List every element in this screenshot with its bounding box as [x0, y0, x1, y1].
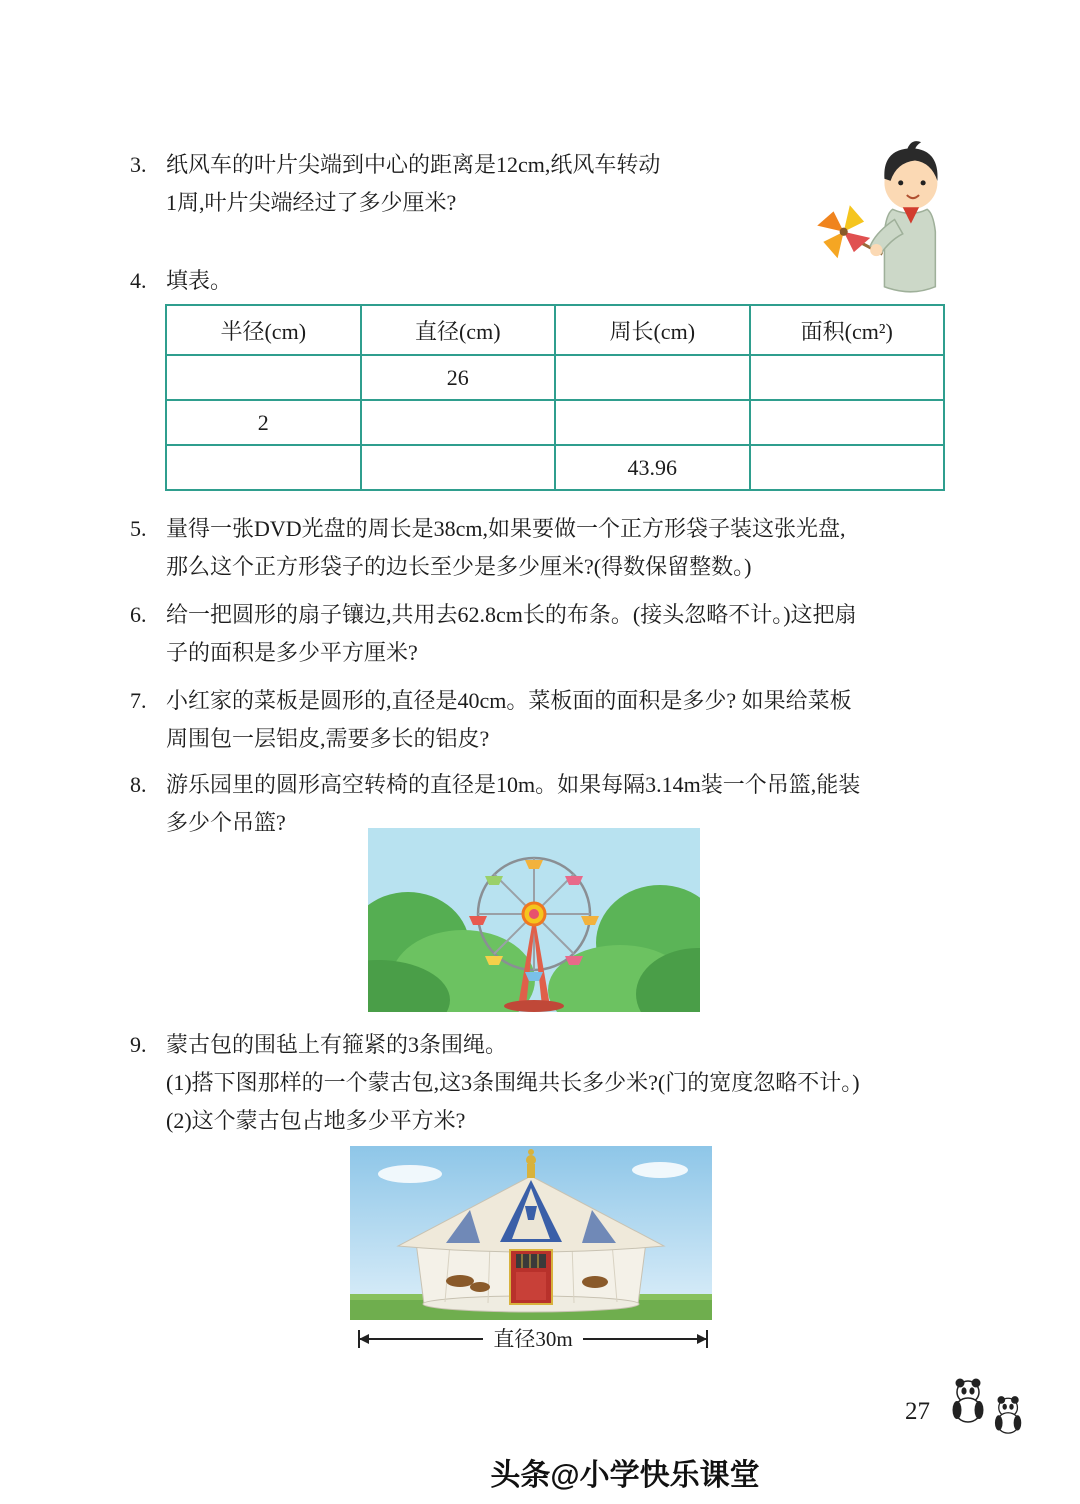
problem-9-sub1: (1)搭下图那样的一个蒙古包,这3条围绳共长多少米?(门的宽度忽略不计。)	[166, 1070, 860, 1095]
col-header-area: 面积(cm²)	[750, 305, 945, 355]
problem-5	[130, 510, 846, 586]
problem-9	[130, 1026, 860, 1140]
cell-r3-area	[750, 445, 945, 490]
problem-7	[130, 682, 852, 758]
cell-r1-diameter: 26	[361, 355, 556, 400]
cell-r2-circumference	[555, 400, 750, 445]
cell-r1-radius	[166, 355, 361, 400]
cell-r3-circumference: 43.96	[555, 445, 750, 490]
problem-8-number: 8.	[130, 772, 147, 797]
cell-r1-area	[750, 355, 945, 400]
dimension-arrow-left	[360, 1338, 483, 1340]
table-row	[166, 400, 944, 445]
boy-pinwheel-illustration	[808, 134, 968, 302]
problem-6-line2: 子的面积是多少平方厘米?	[166, 640, 418, 665]
ferris-wheel-illustration	[368, 828, 700, 1012]
cell-r2-area	[750, 400, 945, 445]
problem-5-line1: 量得一张DVD光盘的周长是38cm,如果要做一个正方形袋子装这张光盘,	[166, 516, 846, 541]
watermark-footer: 头条@小学快乐课堂	[490, 1459, 760, 1492]
problem-5-number: 5.	[130, 516, 147, 541]
col-header-radius: 半径(cm)	[166, 305, 361, 355]
cell-r1-circumference	[555, 355, 750, 400]
problem-3-number: 3.	[130, 152, 147, 177]
problem-7-line1: 小红家的菜板是圆形的,直径是40cm。菜板面的面积是多少? 如果给菜板	[166, 688, 852, 713]
dimension-arrow-right	[583, 1338, 706, 1340]
cell-r2-radius: 2	[166, 400, 361, 445]
col-header-diameter: 直径(cm)	[361, 305, 556, 355]
problem-6-line1: 给一把圆形的扇子镶边,共用去62.8cm长的布条。(接头忽略不计。)这把扇	[166, 602, 857, 627]
fill-in-table	[165, 304, 945, 491]
problem-4-number: 4.	[130, 268, 147, 293]
table-header-row	[166, 305, 944, 355]
problem-9-line1: 蒙古包的围毡上有箍紧的3条围绳。	[166, 1032, 508, 1057]
problem-9-sub2: (2)这个蒙古包占地多少平方米?	[166, 1108, 466, 1133]
cell-r3-diameter	[361, 445, 556, 490]
pinwheel-icon	[817, 205, 870, 258]
problem-6	[130, 596, 857, 672]
problem-3-line1: 纸风车的叶片尖端到中心的距离是12cm,纸风车转动	[166, 152, 661, 177]
problem-6-number: 6.	[130, 602, 147, 627]
yurt-dimension-line	[358, 1326, 708, 1352]
problem-9-number: 9.	[130, 1032, 147, 1057]
problem-7-number: 7.	[130, 688, 147, 713]
page-number: 27	[905, 1398, 930, 1425]
problem-4-title: 填表。	[166, 268, 233, 293]
cell-r2-diameter	[361, 400, 556, 445]
col-header-circumference: 周长(cm)	[555, 305, 750, 355]
problem-3	[130, 146, 660, 222]
yurt-diameter-label: 直径30m	[493, 1327, 573, 1351]
problem-7-line2: 周围包一层铝皮,需要多长的铝皮?	[166, 726, 490, 751]
cell-r3-radius	[166, 445, 361, 490]
problem-4	[130, 262, 232, 300]
problem-8-line2: 多少个吊篮?	[166, 810, 286, 835]
yurt-photo	[350, 1146, 712, 1320]
problem-5-line2: 那么这个正方形袋子的边长至少是多少厘米?(得数保留整数。)	[166, 554, 752, 579]
problem-3-line2: 1周,叶片尖端经过了多少厘米?	[166, 190, 457, 215]
table-row	[166, 355, 944, 400]
panda-mascot-icon	[942, 1376, 1028, 1442]
table-row	[166, 445, 944, 490]
problem-8-line1: 游乐园里的圆形高空转椅的直径是10m。如果每隔3.14m装一个吊篮,能装	[166, 772, 861, 797]
